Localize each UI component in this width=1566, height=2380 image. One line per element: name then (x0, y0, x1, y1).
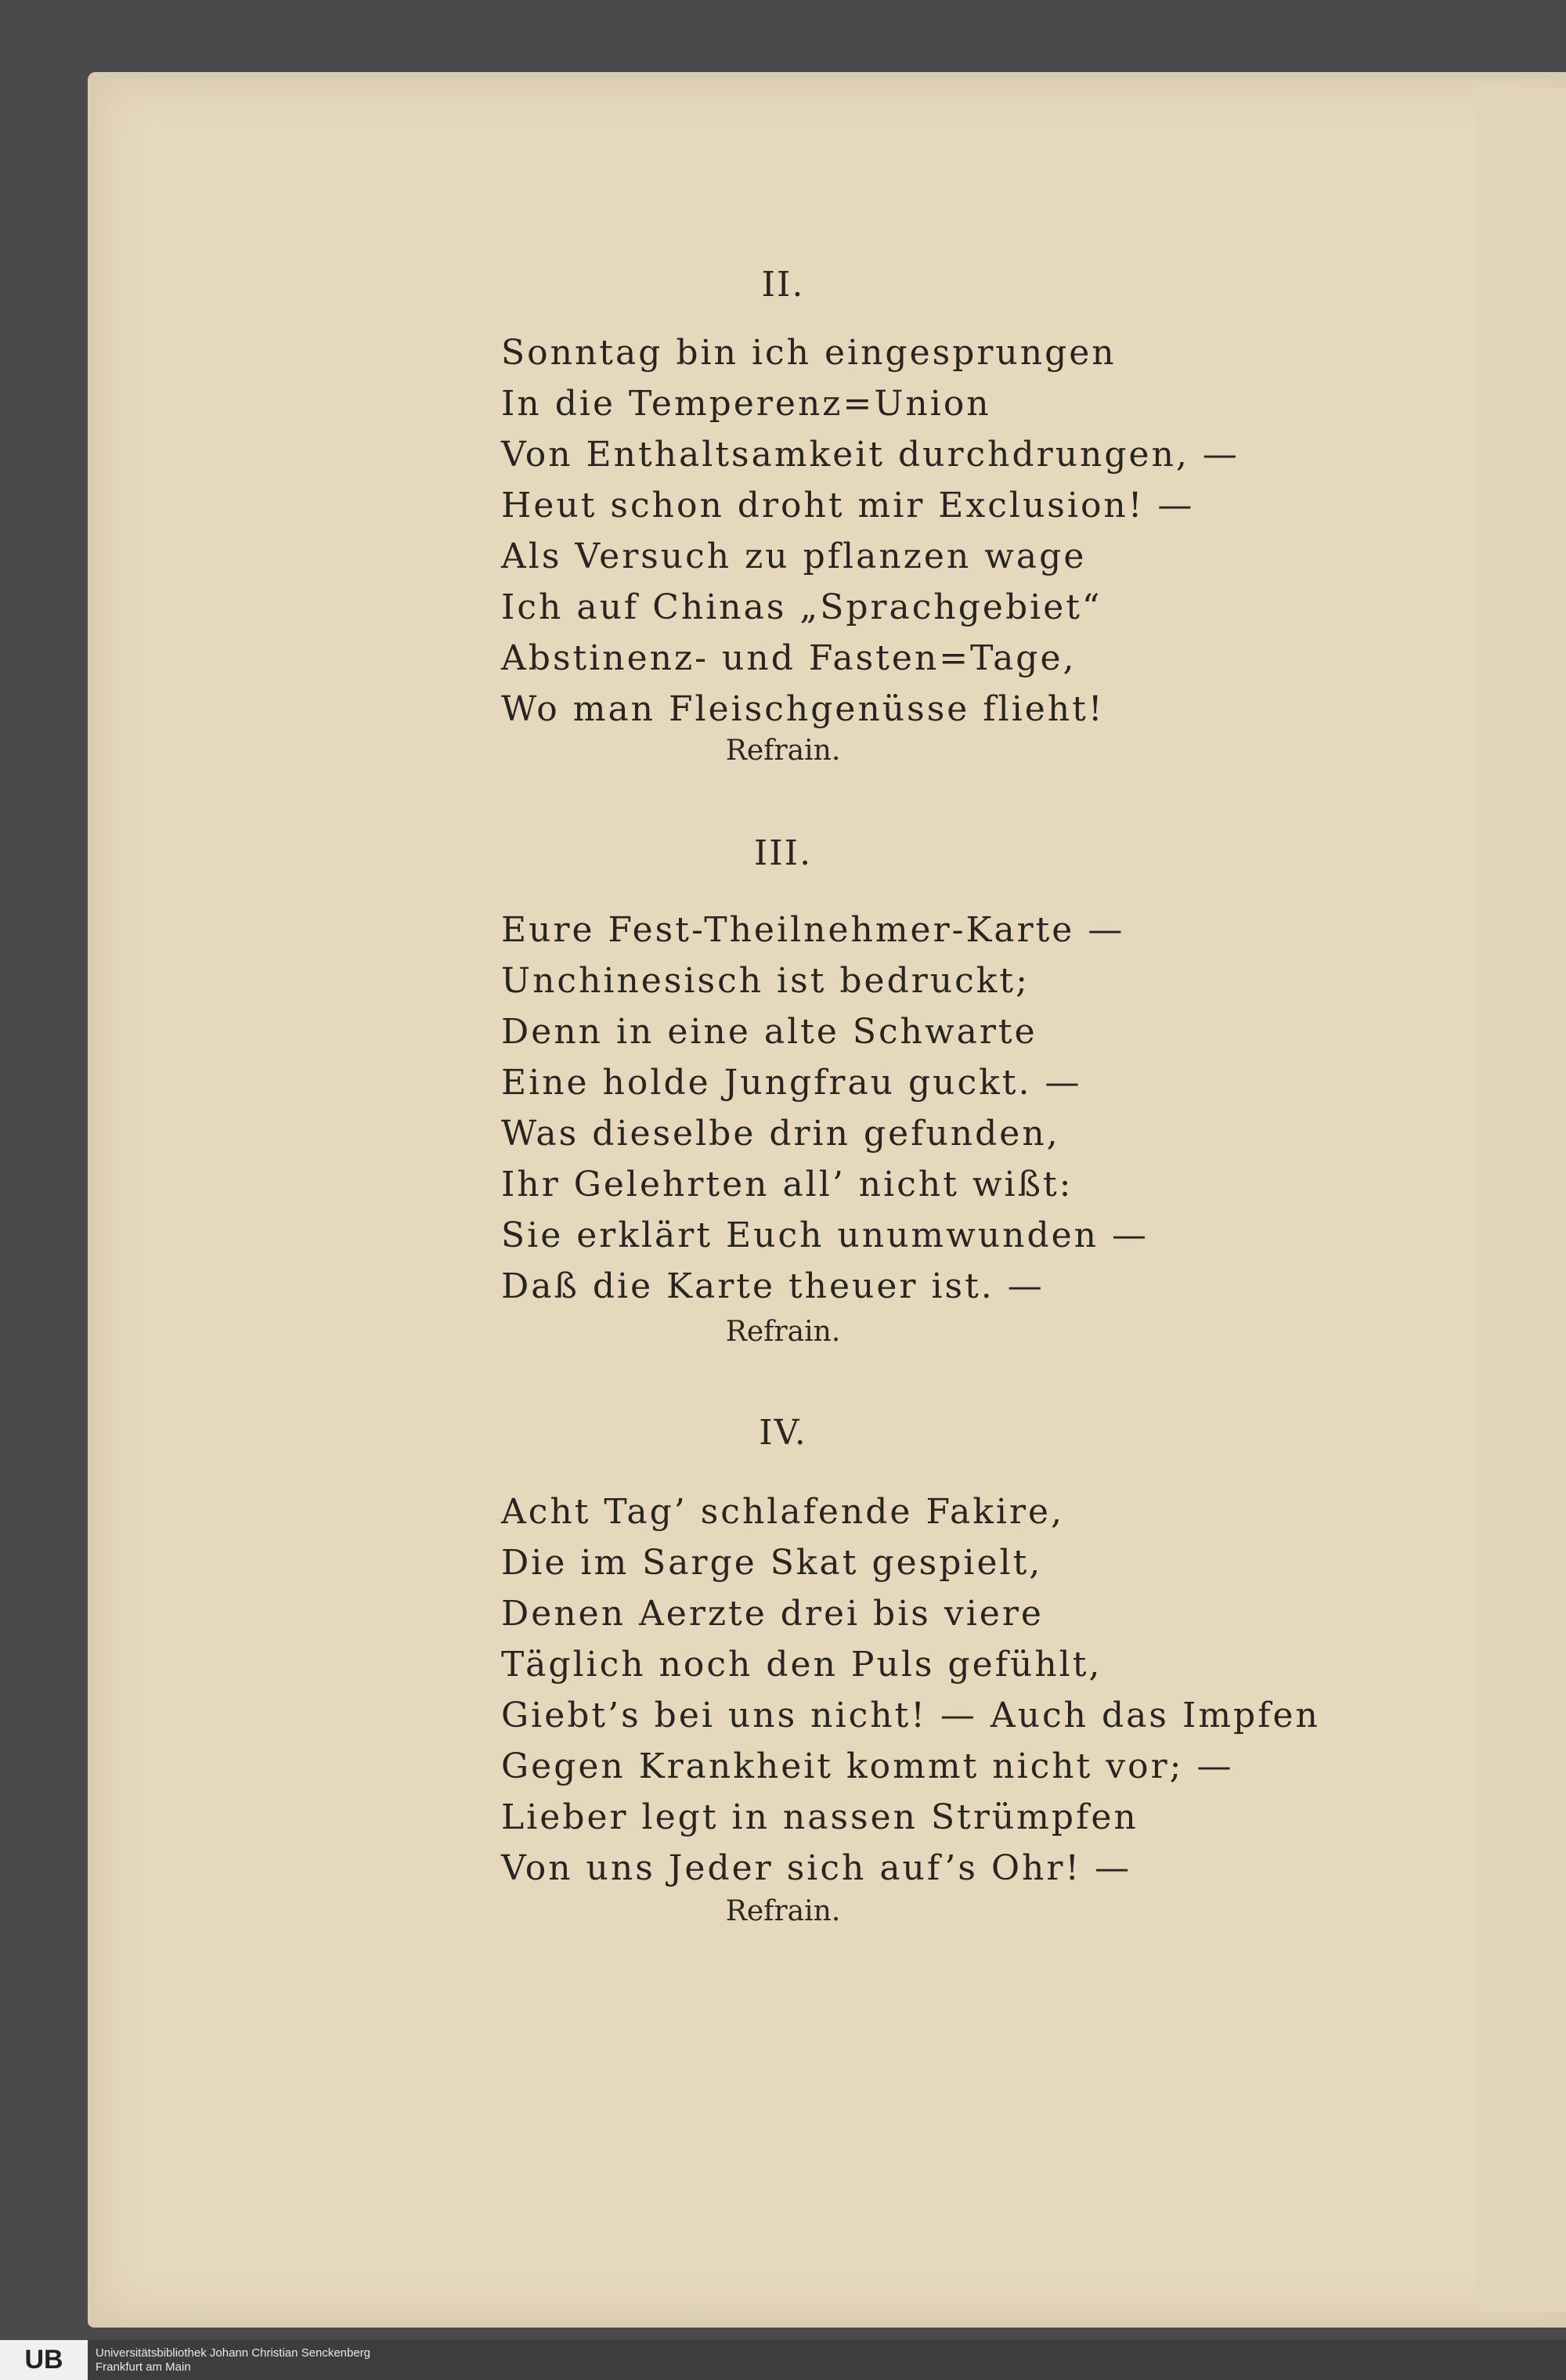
verse-line: Denen Aerzte drei bis viere (501, 1594, 1044, 1634)
library-logo: UB (0, 2340, 88, 2380)
refrain-label-3: Refrain. (725, 1316, 841, 1348)
stanza-4-lines (501, 1486, 1320, 1894)
verse-line: Ich auf Chinas „Sprachgebiet“ (501, 587, 1102, 627)
stanza-3-lines (501, 905, 1149, 1312)
verse-line: In die Temperenz=Union (501, 384, 991, 424)
verse-line: Gegen Krankheit kommt nicht vor; — (501, 1746, 1234, 1786)
stanza-numeral-3: III. (753, 833, 813, 873)
verse-line: Von uns Jeder sich auf’s Ohr! — (501, 1848, 1132, 1888)
stanza-numeral-4: IV. (759, 1413, 807, 1453)
refrain-label-2: Refrain. (725, 735, 841, 767)
library-footer-bar (0, 2340, 1566, 2380)
library-city: Frankfurt am Main (96, 2360, 191, 2374)
verse-line: Eine holde Jungfrau guckt. — (501, 1063, 1082, 1103)
stanza-2-lines (501, 327, 1239, 735)
verse-line: Acht Tag’ schlafende Fakire, (501, 1492, 1065, 1532)
verse-line: Eure Fest-Theilnehmer-Karte — (501, 910, 1125, 950)
facing-page-edge (1476, 88, 1566, 2312)
verse-line: Lieber legt in nassen Strümpfen (501, 1797, 1138, 1837)
verse-line: Heut schon droht mir Exclusion! — (501, 486, 1195, 525)
verse-line: Die im Sarge Skat gespielt, (501, 1543, 1043, 1583)
verse-line: Giebt’s bei uns nicht! — Auch das Impfen (501, 1696, 1320, 1735)
verse-line: Daß die Karte theuer ist. — (501, 1266, 1045, 1306)
verse-line: Denn in eine alte Schwarte (501, 1012, 1037, 1052)
stanza-numeral-2: II. (761, 265, 805, 305)
library-credit (96, 2346, 370, 2375)
verse-line: Sonntag bin ich eingesprungen (501, 333, 1117, 373)
refrain-label-4: Refrain. (725, 1895, 841, 1927)
verse-line: Als Versuch zu pflanzen wage (501, 536, 1087, 576)
library-name: Universitätsbibliothek Johann Christian Senckenberg (96, 2346, 371, 2360)
verse-line: Wo man Fleischgenüsse flieht! (501, 689, 1105, 729)
verse-line: Sie erklärt Euch unumwunden — (501, 1215, 1149, 1255)
verse-line: Was dieselbe drin gefunden, (501, 1114, 1060, 1154)
verse-line: Unchinesisch ist bedruckt; (501, 961, 1030, 1001)
verse-line: Täglich noch den Puls gefühlt, (501, 1645, 1102, 1685)
verse-line: Von Enthaltsamkeit durchdrungen, — (501, 435, 1239, 475)
verse-line: Abstinenz- und Fasten=Tage, (501, 638, 1077, 678)
verse-line: Ihr Gelehrten all’ nicht wißt: (501, 1165, 1073, 1204)
